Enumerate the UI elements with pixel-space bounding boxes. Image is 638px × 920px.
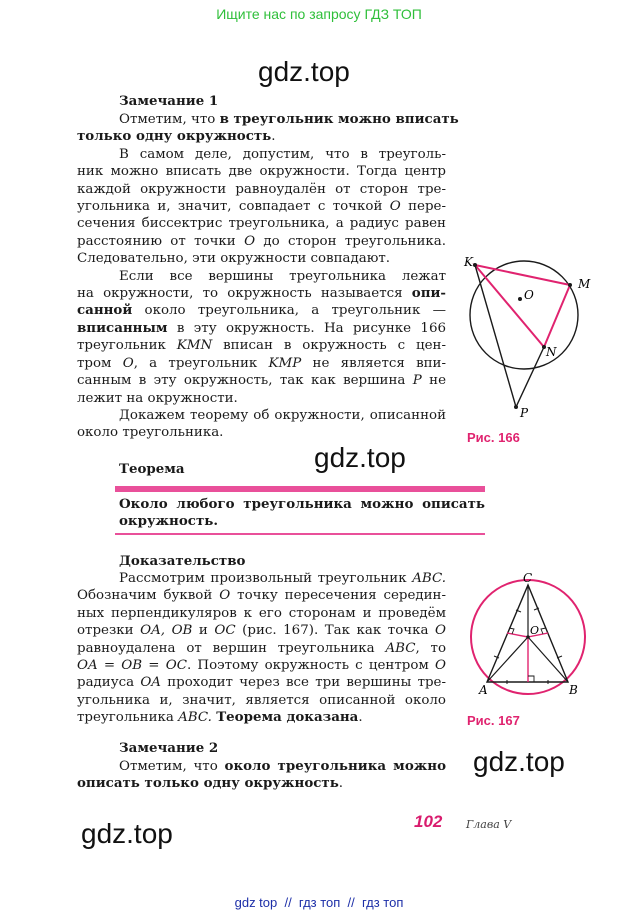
theorem-statement bbox=[119, 496, 485, 531]
label-p: P bbox=[520, 406, 529, 420]
figure-166-caption: Рис. 166 bbox=[467, 430, 520, 445]
remark1-body bbox=[77, 111, 459, 442]
triangle-kmn bbox=[475, 265, 570, 347]
remark1-title: Замечание 1 bbox=[119, 93, 219, 109]
figure-167 bbox=[463, 572, 603, 712]
text-line: сечения биссектрис треугольника, а радиус равен bbox=[77, 216, 446, 232]
text-line: на окружности, то окружность называется опи- bbox=[77, 285, 446, 302]
text-line: Отметим, что в треугольник можно вписать bbox=[119, 111, 459, 127]
figure-166 bbox=[458, 255, 598, 430]
text-line: тром O, а треугольник KMP не является впи- bbox=[77, 355, 446, 371]
vertex-point bbox=[568, 283, 572, 287]
text-line: расстоянию от точки O до сторон треугольника. bbox=[77, 233, 446, 249]
label-k: K bbox=[464, 255, 473, 269]
watermark-2: gdz.top bbox=[314, 442, 406, 473]
bottom-banner: gdz top // гдз топ // гдз топ bbox=[234, 895, 404, 910]
text-line: угольника и, значит, является описанной около bbox=[77, 692, 446, 708]
perpendicular-ac bbox=[507, 633, 528, 637]
label-b: B bbox=[569, 683, 578, 697]
text-line: Обозначим буквой O точку пересечения середин- bbox=[77, 588, 446, 604]
text-line: каждой окружности равноудалён от сторон тре- bbox=[77, 181, 446, 197]
right-angle-mark bbox=[528, 676, 534, 682]
text-line: угольника и, значит, совпадает с точкой O пере- bbox=[77, 199, 446, 215]
text-line: окружность. bbox=[119, 513, 218, 530]
watermark-1: gdz.top bbox=[258, 56, 350, 87]
text-line: ник можно вписать две окружности. Тогда центр bbox=[77, 164, 446, 180]
label-m: M bbox=[578, 277, 591, 291]
text-line: Докажем теорему об окружности, описанной bbox=[119, 407, 446, 423]
text-line: около треугольника. bbox=[77, 425, 224, 441]
text-line: Следовательно, эти окружности совпадают. bbox=[77, 251, 391, 267]
segment-ob bbox=[528, 637, 568, 682]
segment-oa bbox=[487, 637, 528, 682]
label-o: O bbox=[524, 288, 534, 302]
figure-167-caption: Рис. 167 bbox=[467, 713, 520, 728]
page-number: 102 bbox=[414, 812, 443, 831]
vertex-point bbox=[514, 405, 518, 409]
text-line: равноудалена от вершин треугольника ABC, то bbox=[77, 640, 447, 656]
text-line: вписанным в эту окружность. На рисунке 166 bbox=[77, 319, 446, 336]
chapter-label: Глава V bbox=[466, 818, 512, 831]
center-point bbox=[518, 297, 522, 301]
label-c: C bbox=[523, 572, 533, 585]
top-banner: Ищите нас по запросу ГДЗ ТОП bbox=[216, 6, 422, 22]
text-line: OA = OB = OC. Поэтому окружность с центром O bbox=[77, 658, 446, 674]
watermark-4: gdz.top bbox=[81, 818, 173, 849]
theorem-top-bar bbox=[115, 486, 485, 492]
theorem-title: Теорема bbox=[119, 461, 185, 477]
text-line: треугольник KMN вписан в окружность с цен- bbox=[77, 338, 446, 354]
text-line: треугольника ABC. Теорема доказана. bbox=[77, 709, 363, 726]
text-line: санным в эту окружность, так как вершина P не bbox=[77, 373, 447, 389]
label-n: N bbox=[546, 345, 557, 359]
text-line: Отметим, что около треугольника можно bbox=[119, 758, 446, 774]
text-line: отрезки OA, OB и OC (рис. 167). Так как точка O bbox=[77, 623, 446, 639]
proof-body bbox=[77, 570, 446, 727]
text-line: Если все вершины треугольника лежат bbox=[119, 268, 446, 284]
remark2-body bbox=[77, 758, 446, 793]
label-o: O bbox=[530, 624, 540, 637]
vertex-point bbox=[473, 263, 477, 267]
remark2-title: Замечание 2 bbox=[119, 740, 219, 756]
text-line: только одну окружность. bbox=[77, 128, 276, 145]
theorem-bottom-line bbox=[115, 533, 485, 535]
text-line: В самом деле, допустим, что в треуголь- bbox=[119, 146, 446, 162]
text-line: Рассмотрим произвольный треугольник ABC. bbox=[119, 571, 446, 586]
text-line: санной около треугольника, а треугольник — bbox=[77, 302, 446, 319]
watermark-3: gdz.top bbox=[473, 746, 565, 777]
text-line: Около любого треугольника можно описать bbox=[119, 496, 485, 512]
proof-title: Доказательство bbox=[119, 553, 246, 569]
text-line: радиуса OA проходит через все три вершины тре- bbox=[77, 675, 447, 691]
text-line: лежит на окружности. bbox=[77, 390, 238, 406]
text-line: описать только одну окружность. bbox=[77, 775, 344, 792]
text-line: ных перпендикуляров к его сторонам и проведём bbox=[77, 605, 446, 621]
label-a: A bbox=[479, 683, 488, 697]
